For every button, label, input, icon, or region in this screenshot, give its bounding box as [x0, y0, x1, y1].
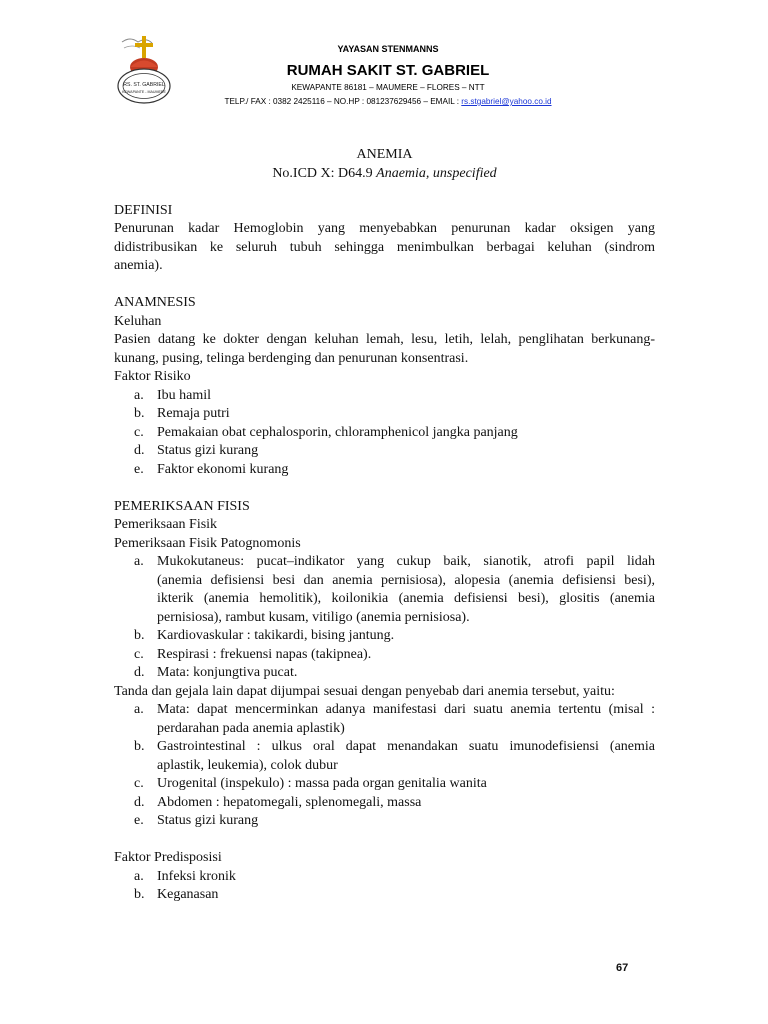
icd-code — [114, 165, 655, 184]
list-item-line: Kardiovaskular : takikardi, bising jantung. — [157, 628, 395, 643]
list-item-text: Keganasan — [157, 887, 219, 902]
list-item — [114, 886, 655, 905]
definisi-line: Penurunan kadar Hemoglobin yang menyebabkan penurunan kadar oksigen yang — [114, 221, 655, 236]
list-marker: c. — [134, 776, 144, 791]
definisi-paragraph — [114, 220, 655, 276]
definisi-line: anemia). — [114, 258, 163, 273]
hospital-name: RUMAH SAKIT ST. GABRIEL — [286, 62, 490, 79]
tanda-gejala-list — [114, 701, 655, 831]
list-marker: c. — [134, 646, 144, 662]
faktor-risiko-list — [114, 387, 655, 480]
pemeriksaan-fisik-label: Pemeriksaan Fisik — [114, 517, 218, 532]
list-item — [114, 775, 655, 794]
hospital-contact — [4, 97, 768, 106]
faktor-predisposisi-label: Faktor Predisposisi — [114, 850, 222, 865]
list-marker: b. — [134, 739, 145, 754]
list-item-line: Mata: konjungtiva pucat. — [157, 665, 298, 680]
document-title: ANEMIA — [356, 147, 413, 162]
list-marker: b. — [134, 628, 145, 643]
list-item — [114, 812, 655, 831]
list-item-line: Respirasi : frekuensi napas (takipnea). — [157, 646, 372, 662]
foundation-name: YAYASAN STENMANNS — [337, 44, 439, 54]
list-marker: c. — [134, 424, 144, 440]
list-item — [114, 405, 655, 424]
faktor-risiko-label: Faktor Risiko — [114, 369, 191, 384]
list-item — [114, 646, 655, 665]
list-marker: e. — [134, 461, 144, 477]
contact-text: TELP./ FAX : 0382 2425116 – NO.HP : 081237629456 – EMAIL : — [224, 97, 462, 106]
list-marker: a. — [134, 554, 144, 569]
list-item-line: ikterik (anemia hemolitik), koilonikia (anemia defisiensi besi), glositis (anemia — [157, 591, 655, 606]
list-item-line: Urogenital (inspekulo) : massa pada organ genitalia wanita — [157, 776, 487, 791]
faktor-predisposisi-list — [114, 868, 655, 905]
list-item-line: Gastrointestinal : ulkus oral dapat menandakan suatu imunodefisiensi (anemia — [157, 739, 655, 754]
list-item-line: Mata: dapat mencerminkan adanya manifestasi dari suatu anemia tertentu (misal : — [157, 702, 655, 717]
icd-name: Anaemia, unspecified — [376, 165, 497, 181]
list-item-text: Remaja putri — [157, 406, 230, 421]
list-marker: d. — [134, 443, 145, 458]
list-item — [114, 442, 655, 461]
list-item-line: Abdomen : hepatomegali, splenomegali, massa — [157, 794, 422, 810]
list-item — [114, 553, 655, 627]
list-item-text: Ibu hamil — [157, 387, 212, 403]
list-item-text: Faktor ekonomi kurang — [157, 461, 289, 477]
list-item-line: (anemia defisiensi besi dan anemia pernisiosa), alopesia (anemia defisiensi besi), — [157, 572, 655, 588]
list-item-line: Status gizi kurang — [157, 813, 259, 828]
list-marker: d. — [134, 665, 145, 680]
keluhan-label: Keluhan — [114, 313, 162, 329]
list-item — [114, 794, 655, 813]
list-marker: b. — [134, 406, 145, 421]
section-heading-pemeriksaan-fisis: PEMERIKSAAN FISIS — [114, 498, 250, 514]
list-marker: d. — [134, 794, 145, 810]
list-marker: a. — [134, 868, 144, 884]
icd-prefix: No.ICD X: D64.9 — [272, 165, 377, 181]
definisi-line: didistribusikan ke seluruh tubuh sehingga menimbulkan berbagai keluhan (sindrom — [114, 239, 655, 255]
logo-subtext: KEWAPANTE - MAUMERE — [122, 90, 166, 94]
page-number: 67 — [616, 962, 629, 974]
tanda-gejala-label: Tanda dan gejala lain dapat dijumpai sesuai dengan penyebab dari anemia tersebut, yaitu: — [114, 683, 615, 699]
keluhan-line: Pasien datang ke dokter dengan keluhan lemah, lesu, letih, lelah, penglihatan berkunang- — [114, 332, 655, 347]
list-marker: a. — [134, 702, 144, 717]
list-item-line: perdarahan pada anemia aplastik) — [157, 720, 345, 736]
list-item-text: Pemakaian obat cephalosporin, chloramphenicol jangka panjang — [157, 424, 518, 440]
list-item-text: Status gizi kurang — [157, 443, 259, 458]
list-item — [114, 461, 655, 480]
list-item-line: pernisiosa), rambut kusam, vitiligo (anemia pernisiosa). — [157, 609, 470, 625]
list-item — [114, 664, 655, 683]
list-item-text: Infeksi kronik — [157, 868, 236, 884]
hospital-address: KEWAPANTE 86181 – MAUMERE – FLORES – NTT — [291, 83, 485, 92]
list-item — [114, 868, 655, 887]
list-item — [114, 424, 655, 443]
list-item-line: Mukokutaneus: pucat–indikator yang cukup baik, sianotik, atrofi papil lidah — [157, 554, 655, 569]
pemeriksaan-patognomonis-label: Pemeriksaan Fisik Patognomonis — [114, 535, 301, 551]
list-item — [114, 627, 655, 646]
list-item-line: aplastik, leukemia), colok dubur — [157, 757, 338, 773]
section-heading-definisi: DEFINISI — [114, 202, 173, 218]
email-link[interactable]: rs.stgabriel@yahoo.co.id — [461, 97, 552, 106]
list-item — [114, 738, 655, 775]
keluhan-line: kunang, pusing, telinga berdenging dan penurunan konsentrasi. — [114, 350, 469, 366]
list-marker: e. — [134, 813, 144, 828]
patognomonis-list — [114, 553, 655, 683]
list-marker: a. — [134, 387, 144, 403]
section-heading-anamnesis: ANAMNESIS — [114, 295, 196, 310]
list-item — [114, 387, 655, 406]
logo-text: RS. ST. GABRIEL — [123, 82, 165, 88]
list-item — [114, 701, 655, 738]
document-body — [114, 146, 655, 905]
list-marker: b. — [134, 887, 145, 902]
